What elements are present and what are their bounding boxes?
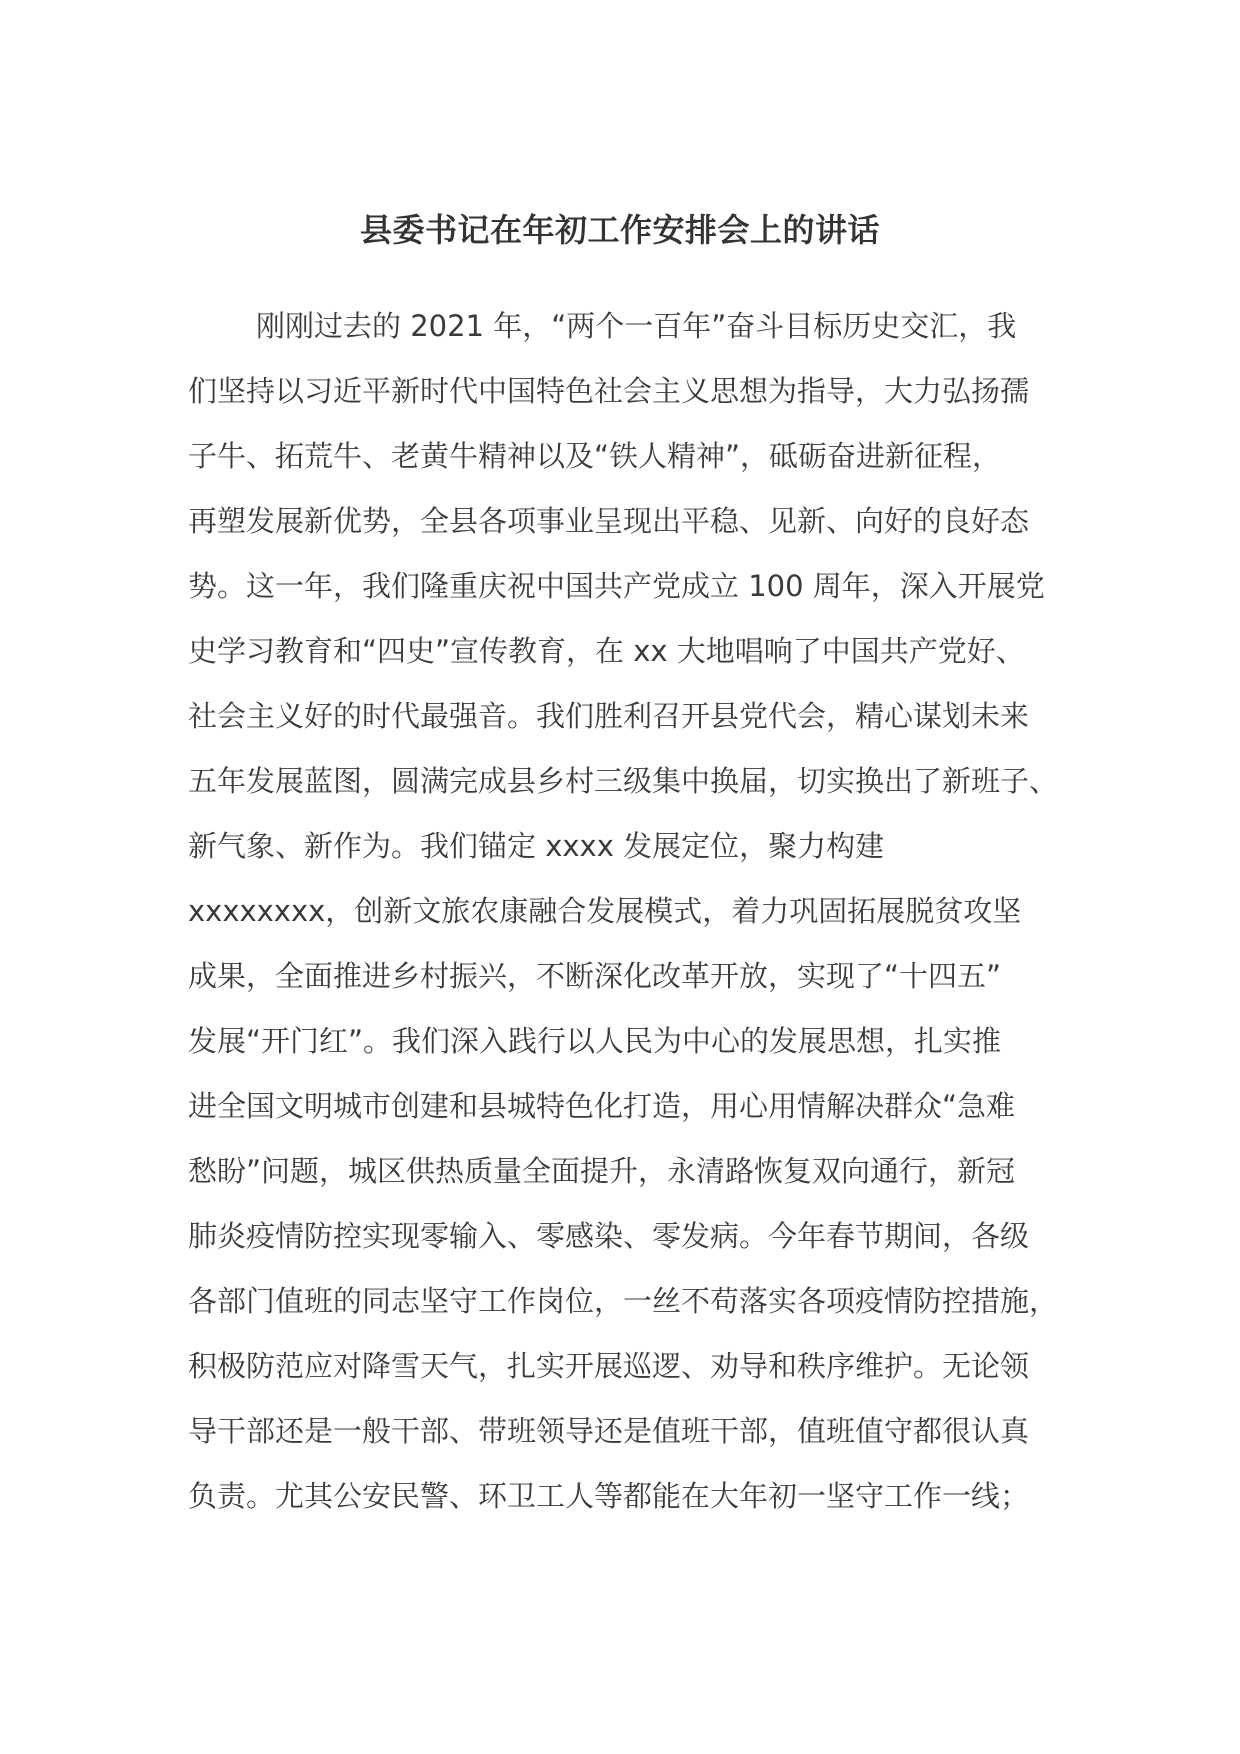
- paragraph-line-12: 发展“开门红”。我们深入践行以人民为中心的发展思想，扎实推: [188, 1024, 1002, 1058]
- document-body: [188, 294, 1058, 1529]
- paragraph-line-11: 成果，全面推进乡村振兴，不断深化改革开放，实现了“十四五”: [188, 959, 1002, 993]
- paragraph-line-19: 负责。尤其公安民警、环卫工人等都能在大年初一坚守工作一线；: [188, 1479, 1030, 1513]
- paragraph-line-5: 势。这一年，我们隆重庆祝中国共产党成立 100 周年，深入开展党: [188, 569, 1045, 603]
- document-title: 县委书记在年初工作安排会上的讲话: [359, 211, 880, 249]
- paragraph-line-8: 五年发展蓝图，圆满完成县乡村三级集中换届，切实换出了新班子、: [188, 764, 1059, 798]
- paragraph-line-16: 各部门值班的同志坚守工作岗位，一丝不苟落实各项疫情防控措施，: [188, 1284, 1059, 1318]
- paragraph-line-7: 社会主义好的时代最强音。我们胜利召开县党代会，精心谋划未来: [188, 699, 1030, 733]
- paragraph-line-15: 肺炎疫情防控实现零输入、零感染、零发病。今年春节期间，各级: [188, 1219, 1030, 1253]
- paragraph-line-2: 们坚持以习近平新时代中国特色社会主义思想为指导，大力弘扬孺: [188, 374, 1030, 408]
- paragraph-line-10: xxxxxxxx，创新文旅农康融合发展模式，着力巩固拓展脱贫攻坚: [188, 894, 1022, 928]
- paragraph-line-9: 新气象、新作为。我们锚定 xxxx 发展定位，聚力构建: [188, 829, 885, 863]
- paragraph-line-3: 子牛、拓荒牛、老黄牛精神以及“铁人精神”，砥砺奋进新征程，: [188, 439, 1002, 473]
- paragraph-line-4: 再塑发展新优势，全县各项事业呈现出平稳、见新、向好的良好态: [188, 504, 1030, 538]
- paragraph-line-14: 愁盼”问题，城区供热质量全面提升，永清路恢复双向通行，新冠: [188, 1154, 1016, 1188]
- paragraph-line-13: 进全国文明城市创建和县城特色化打造，用心用情解决群众“急难: [188, 1089, 1016, 1123]
- paragraph-line-17: 积极防范应对降雪天气，扎实开展巡逻、劝导和秩序维护。无论领: [188, 1349, 1030, 1383]
- paragraph-line-6: 史学习教育和“四史”宣传教育，在 xx 大地唱响了中国共产党好、: [188, 634, 1025, 668]
- paragraph-line-18: 导干部还是一般干部、带班领导还是值班干部，值班值守都很认真: [188, 1414, 1030, 1448]
- paragraph-line-1: 刚刚过去的 2021 年，“两个一百年”奋斗目标历史交汇，我: [256, 309, 1017, 343]
